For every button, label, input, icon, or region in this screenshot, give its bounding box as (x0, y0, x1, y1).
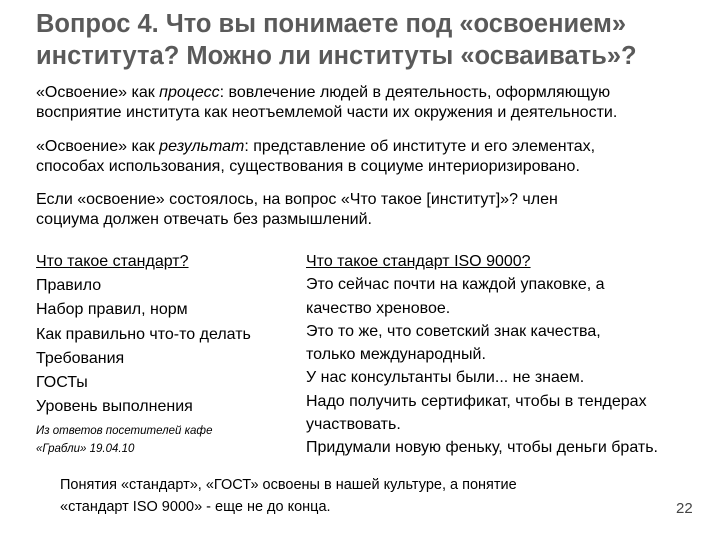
iso-answer-line: Надо получить сертификат, чтобы в тендерах (306, 392, 647, 410)
iso-answer-line: Это то же, что советский знак качества, (306, 322, 601, 340)
criterion-line-1: Если «освоение» состоялось, на вопрос «Что такое [институт]»? член (36, 191, 558, 208)
result-prefix: «Освоение» как (36, 138, 160, 155)
result-line-1-rest: : представление об институте и его элементах, (244, 138, 596, 155)
source-note-line-2: «Грабли» 19.04.10 (36, 443, 135, 456)
conclusion-line-1: Понятия «стандарт», «ГОСТ» освоены в нашей культуре, а понятие (60, 477, 517, 493)
process-definition-line-2: восприятие института как неотъемлемой части их окружения и деятельности. (36, 104, 618, 121)
standard-answers-column (36, 250, 296, 458)
result-definition-line-2: способах использования, существования в социуме интериоризировано. (36, 158, 580, 175)
standard-answer-item: Набор правил, норм (36, 301, 188, 319)
iso-answer-line: Это сейчас почти на каждой упаковке, а (306, 276, 605, 294)
standard-answer-item: Как правильно что-то делать (36, 325, 251, 343)
result-term: результат (159, 138, 245, 155)
iso-answer-line: Придумали новую феньку, чтобы деньги брать. (306, 439, 658, 457)
iso-answer-line: участвовать. (306, 416, 401, 434)
page-number: 22 (676, 500, 693, 517)
standard-question-heading: Что такое стандарт? (36, 253, 189, 270)
result-definition-paragraph (36, 137, 696, 177)
process-term: процесс (159, 84, 220, 101)
process-prefix: «Освоение» как (36, 84, 160, 101)
iso-answer-line: У нас консультанты были... не знаем. (306, 369, 585, 387)
conclusion-footer (60, 474, 660, 518)
process-definition-paragraph (36, 83, 696, 123)
iso-question-heading: Что такое стандарт ISO 9000? (306, 253, 531, 270)
standard-answer-item: ГОСТы (36, 374, 88, 392)
source-note-line-1: Из ответов посетителей кафе (36, 425, 213, 438)
process-line-1-rest: : вовлечение людей в деятельность, оформляющую (219, 84, 611, 101)
standard-answer-item: Требования (36, 349, 125, 367)
standard-answer-item: Уровень выполнения (36, 398, 193, 416)
conclusion-line-2: «стандарт ISO 9000» - еще не до конца. (60, 499, 331, 515)
criterion-line-2: социума должен отвечать без размышлений. (36, 211, 372, 228)
standard-answer-item: Правило (36, 277, 102, 295)
slide-title (36, 8, 706, 72)
result-definition-line-1 (36, 137, 696, 157)
source-note (36, 422, 296, 458)
criterion-paragraph (36, 190, 696, 230)
title-line-2: института? Можно ли институты «осваивать»? (36, 42, 637, 70)
iso-answer-line: качество хреновое. (306, 299, 451, 317)
iso-answers-column (306, 250, 711, 460)
process-definition-line-1 (36, 83, 696, 103)
iso-answer-line: только международный. (306, 346, 486, 364)
title-line-1: Вопрос 4. Что вы понимаете под «освоением» (36, 10, 627, 38)
